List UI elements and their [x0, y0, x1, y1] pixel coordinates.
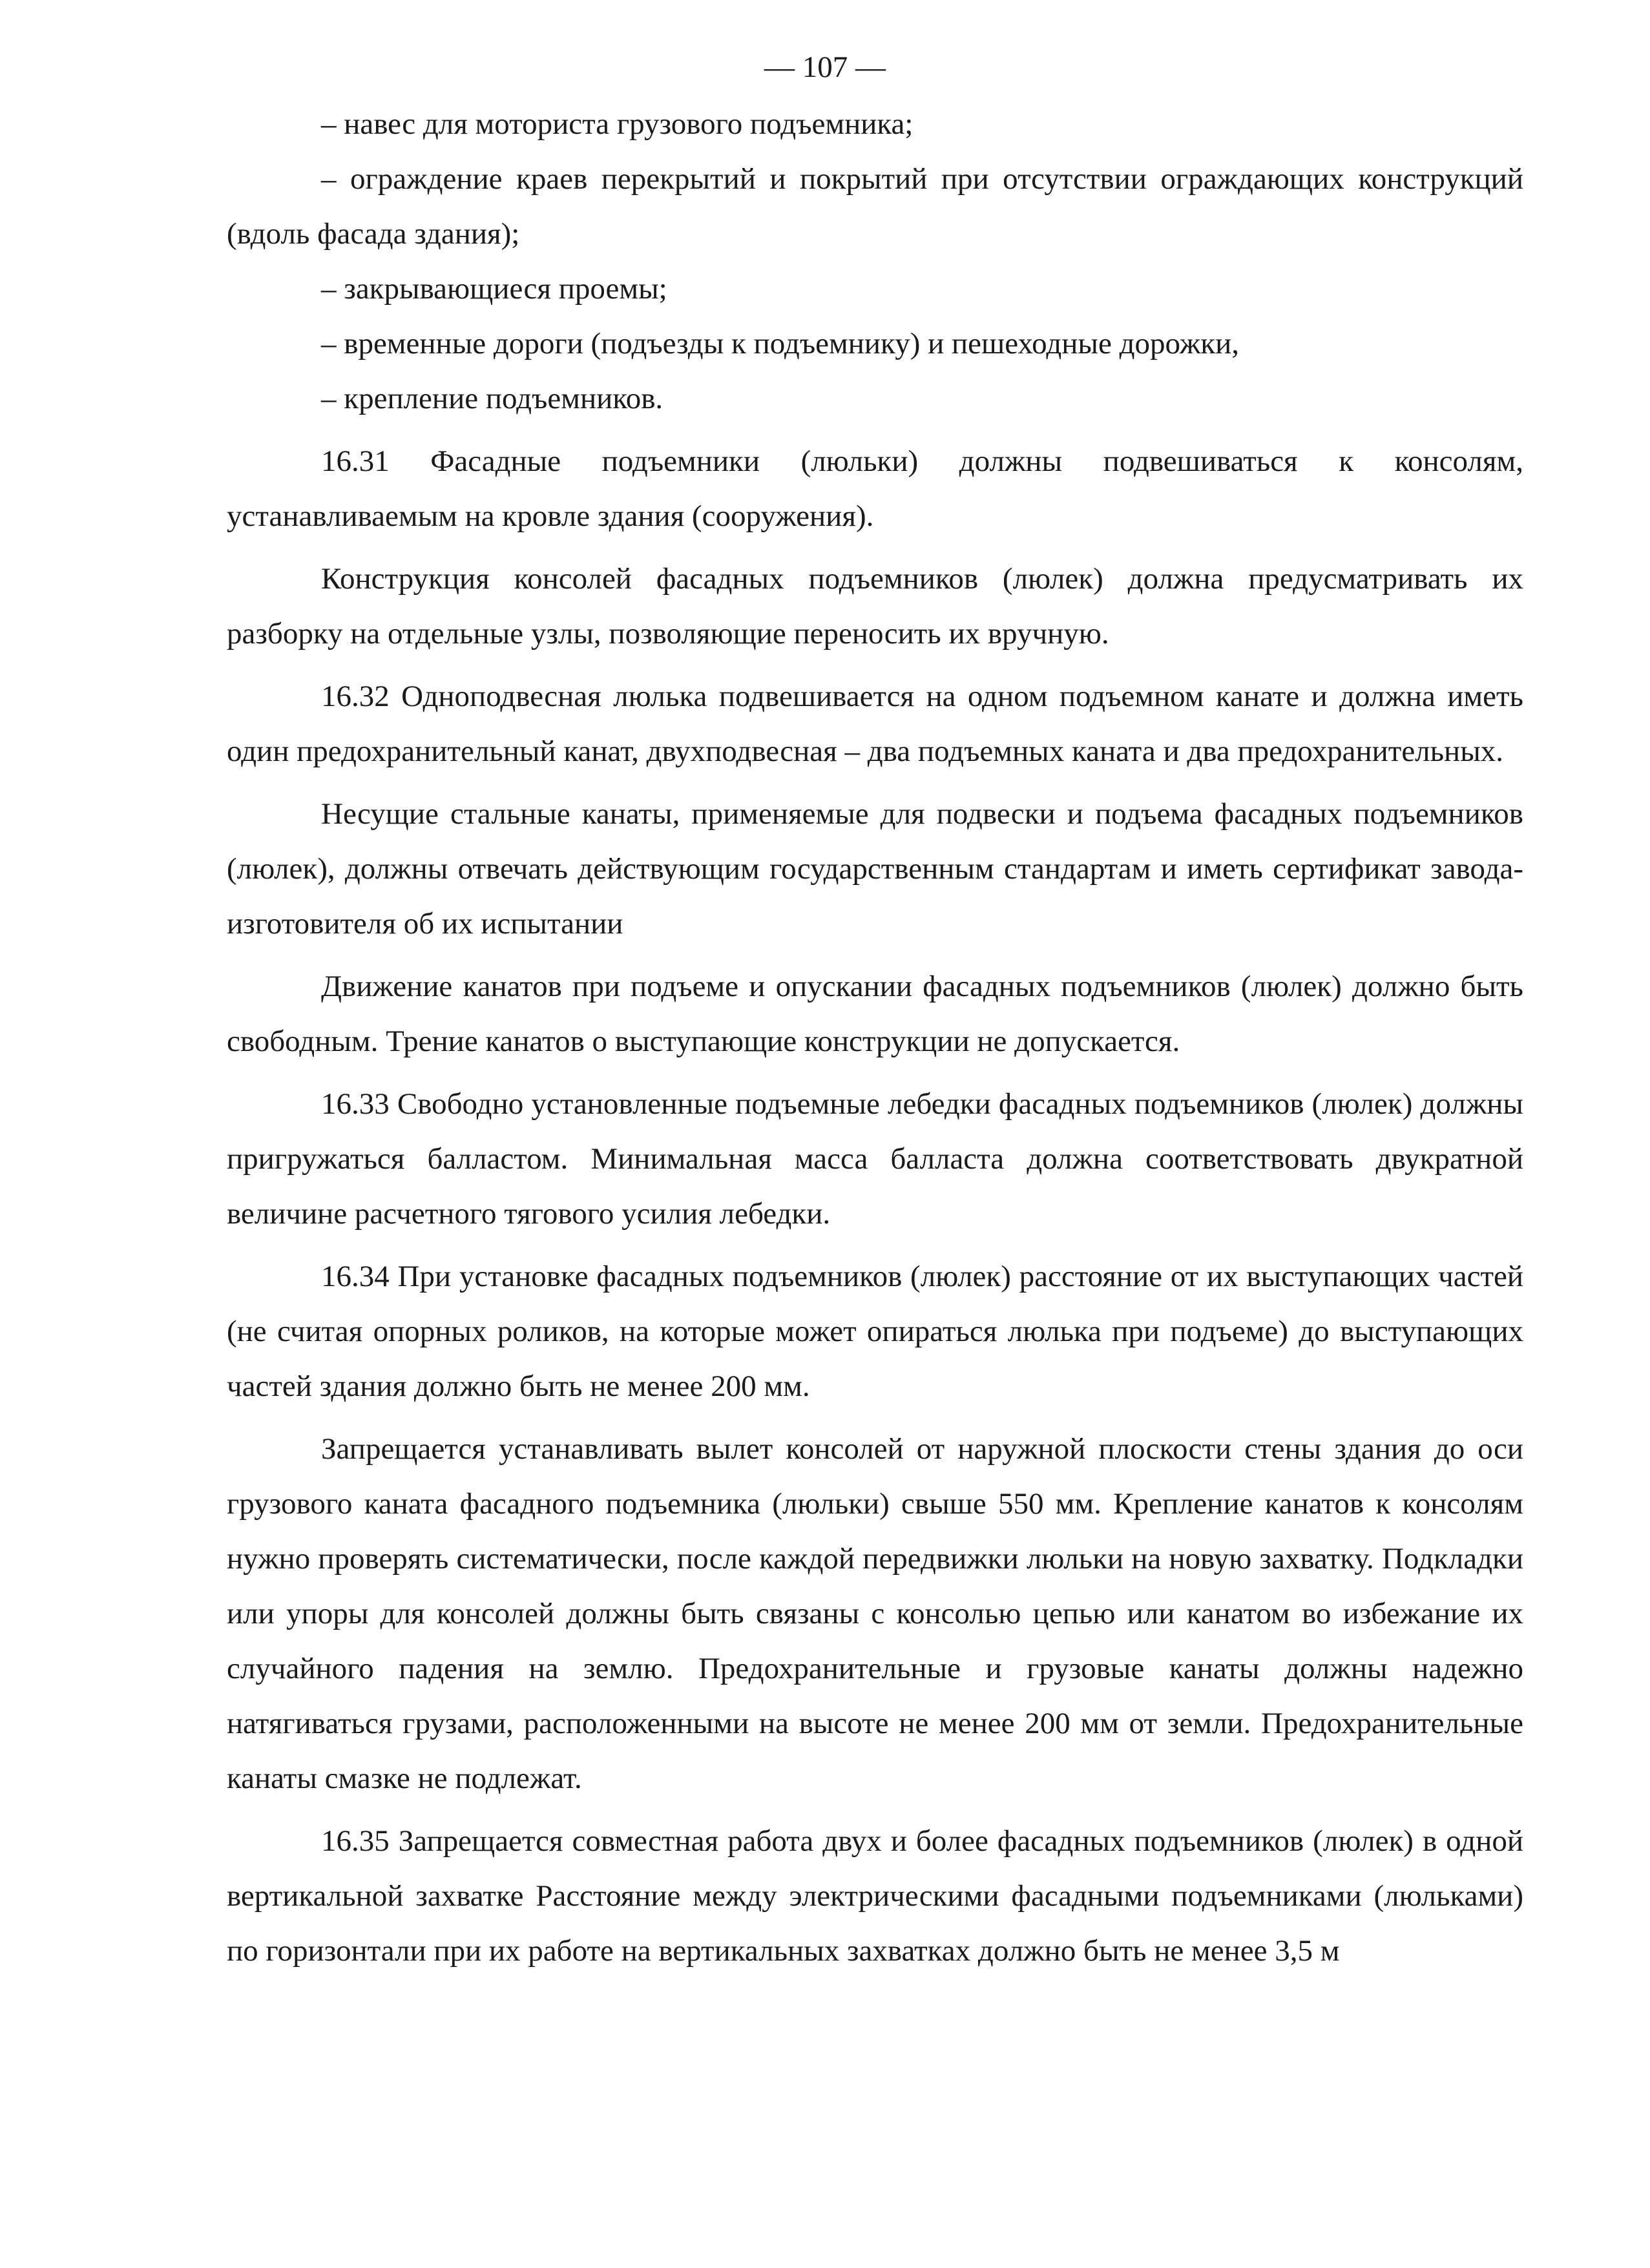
list-item: – навес для моториста грузового подъемника;	[321, 107, 914, 141]
paragraph-16-31: 16.31 Фасадные подъемники (люльки) должны подвешиваться к консолям, устанавливаемым на кровле здания (сооружения).	[227, 444, 1523, 533]
page-number: — 107 —	[764, 50, 886, 84]
paragraph: Запрещается устанавливать вылет консолей от наружной плоскости стены здания до оси грузового каната фасадного подъемника (люльки) свыше 550 мм. Крепление канатов к консолям нужно проверять систематически, после каждой передвижки люльки на новую захватку. Подкладки или упоры для консолей должны быть связаны с консолью цепью или канатом во избежание их случайного падения на землю. Предохранительные и грузовые канаты должны надежно натягиваться грузами, расположенными на высоте не менее 200 мм от земли. Предохранительные канаты смазке не подлежат.	[227, 1432, 1523, 1795]
list-item: – крепление подъемников.	[321, 382, 663, 415]
paragraph-16-33: 16.33 Свободно установленные подъемные лебедки фасадных подъемников (люлек) должны пригружаться балластом. Минимальная масса балласта должна соответствовать двукратной величине расчетного тягового усилия лебедки.	[227, 1087, 1523, 1231]
paragraph-16-32: 16.32 Одноподвесная люлька подвешивается на одном подъемном канате и должна иметь один предохранительный канат, двухподвесная – два подъемных каната и два предохранительных.	[227, 680, 1523, 768]
paragraph-16-35: 16.35 Запрещается совместная работа двух и более фасадных подъемников (люлек) в одной вертикальной захватке Расстояние между электрическими фасадными подъемниками (люльками) по горизонтали при их работе на вертикальных захватках должно быть не менее 3,5 м	[227, 1824, 1523, 1968]
paragraph: Несущие стальные канаты, применяемые для подвески и подъема фасадных подъемников (люлек), должны отвечать действующим государственным стандартам и иметь сертификат завода-изготовителя об их испытании	[227, 797, 1523, 941]
list-item: – закрывающиеся проемы;	[321, 272, 667, 306]
paragraph: Конструкция консолей фасадных подъемников (люлек) должна предусматривать их разборку на отдельные узлы, позволяющие переносить их вручную.	[227, 562, 1523, 650]
paragraph-16-34: 16.34 При установке фасадных подъемников (люлек) расстояние от их выступающих частей (не считая опорных роликов, на которые может опираться люлька при подъеме) до выступающих частей здания должно быть не менее 200 мм.	[227, 1260, 1523, 1403]
document-body	[227, 97, 1523, 1979]
paragraph: Движение канатов при подъеме и опускании фасадных подъемников (люлек) должно быть свободным. Трение канатов о выступающие конструкции не допускается.	[227, 970, 1523, 1058]
list-item: – временные дороги (подъезды к подъемнику) и пешеходные дорожки,	[321, 327, 1240, 360]
list-item: – ограждение краев перекрытий и покрытий при отсутствии ограждающих конструкций (вдоль фасада здания);	[227, 162, 1523, 251]
